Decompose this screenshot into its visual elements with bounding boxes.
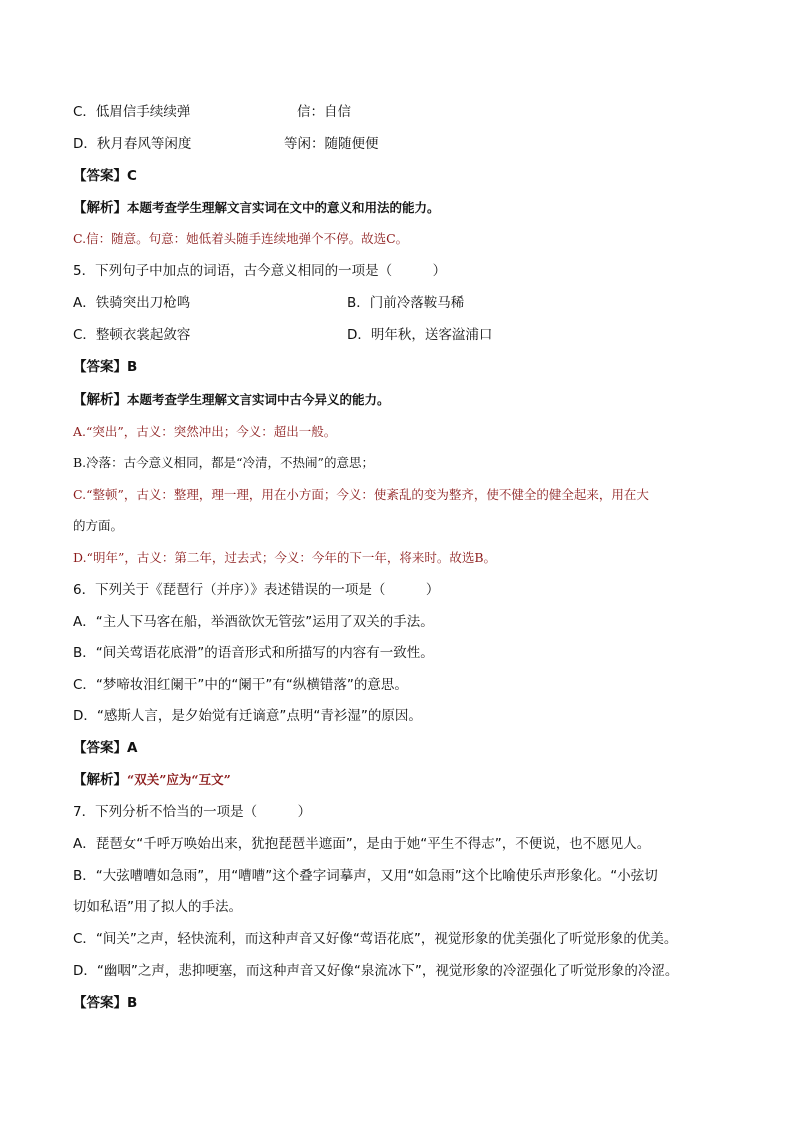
q5-option-a: A．铁骑突出刀枪鸣 — [73, 295, 191, 311]
q4-analysis-detail: C.信：随意。句意：她低着头随手连续地弹个不停。故选C。 — [73, 231, 409, 246]
q5-option-b: B．门前冷落鞍马稀 — [347, 295, 465, 311]
q5-analysis-c2: 的方面。 — [73, 518, 124, 533]
q7-option-b-line2: 切如私语”用了拟人的手法。 — [73, 899, 242, 915]
q6-option-d: D．“感斯人言，是夕始觉有迁谪意”点明“青衫湿”的原因。 — [73, 708, 422, 724]
q6-stem: 6．下列关于《琵琶行（并序）》表述错误的一项是（ ） — [73, 582, 440, 598]
q7-option-a: A．琵琶女“千呼万唤始出来，犹抱琵琶半遮面”，是由于她“平生不得志”，不便说，也不愿见人。 — [73, 836, 651, 852]
answer-value: A — [127, 740, 138, 756]
q7-answer — [73, 993, 137, 1013]
q6-option-c: C．“梦啼妆泪红阑干”中的“阑干”有“纵横错落”的意思。 — [73, 677, 408, 693]
analysis-label: 【解析】 — [73, 200, 127, 216]
q5-option-d: D．明年秋，送客湓浦口 — [347, 327, 493, 343]
answer-label: 【答案】 — [73, 740, 127, 756]
analysis-label: 【解析】 — [73, 392, 127, 408]
q7-option-b-line1: B．“大弦嘈嘈如急雨”，用“嘈嘈”这个叠字词摹声，又用“如急雨”这个比喻使乐声形象化。“小弦切 — [73, 868, 658, 884]
q4-option-c-gloss: 信：自信 — [297, 104, 351, 120]
answer-label: 【答案】 — [73, 168, 127, 184]
analysis-text: “双关”应为“互文” — [127, 772, 231, 787]
q5-analysis-c1: C.“整顿”，古义：整理，理一理，用在小方面；今义：使紊乱的变为整齐，使不健全的健全起来，用在大 — [73, 487, 649, 502]
q6-answer — [73, 738, 137, 758]
q6-option-a: A．“主人下马客在船，举酒欲饮无管弦”运用了双关的手法。 — [73, 614, 434, 630]
answer-value: B — [127, 995, 138, 1011]
q6-analysis — [73, 770, 231, 790]
q5-analysis-a: A.“突出”，古义：突然冲出；今义：超出一般。 — [73, 424, 337, 439]
answer-label: 【答案】 — [73, 359, 127, 375]
q5-analysis-b: B.冷落：古今意义相同，都是“冷清，不热闹”的意思； — [73, 455, 374, 470]
q7-option-c: C．“间关”之声，轻快流利，而这种声音又好像“莺语花底”，视觉形象的优美强化了听觉形象的优美。 — [73, 931, 678, 947]
q4-option-c: C．低眉信手续续弹 — [73, 104, 191, 120]
q6-option-b: B．“间关莺语花底滑”的语音形式和所描写的内容有一致性。 — [73, 645, 434, 661]
answer-label: 【答案】 — [73, 995, 127, 1011]
analysis-text: 本题考查学生理解文言实词在文中的意义和用法的能力。 — [127, 200, 440, 215]
analysis-label: 【解析】 — [73, 772, 127, 788]
q5-analysis — [73, 390, 390, 410]
q5-analysis-d: D.“明年”，古义：第二年，过去式；今义：今年的下一年，将来时。故选B。 — [73, 550, 497, 565]
q4-analysis — [73, 198, 440, 218]
q5-option-c: C．整顿衣裳起敛容 — [73, 327, 191, 343]
q7-option-d: D．“幽咽”之声，悲抑哽塞，而这种声音又好像“泉流冰下”，视觉形象的冷涩强化了听觉形象的冷涩。 — [73, 963, 679, 979]
q5-answer — [73, 357, 137, 377]
q4-option-d-gloss: 等闲：随随便便 — [284, 136, 379, 152]
q5-stem: 5．下列句子中加点的词语，古今意义相同的一项是（ ） — [73, 263, 447, 279]
q7-stem: 7．下列分析不恰当的一项是（ ） — [73, 804, 312, 820]
q4-answer — [73, 166, 137, 186]
answer-value: B — [127, 359, 138, 375]
q4-option-d: D．秋月春风等闲度 — [73, 136, 192, 152]
analysis-text: 本题考查学生理解文言实词中古今异义的能力。 — [127, 392, 390, 407]
answer-value: C — [127, 168, 137, 184]
